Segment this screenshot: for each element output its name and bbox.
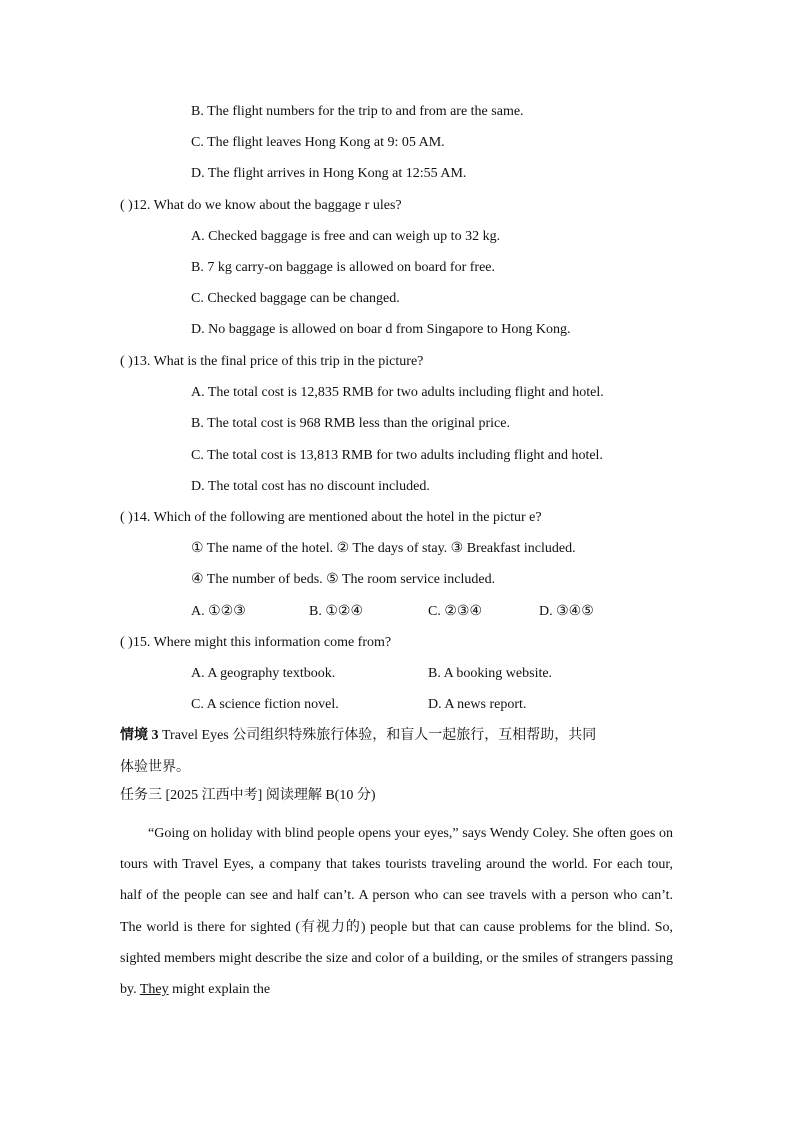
q14-stem: ( )14. Which of the following are mentioned about the hotel in the pictur e? (120, 510, 542, 525)
q11-option-b: B. The flight numbers for the trip to and from are the same. (191, 104, 524, 119)
q12-option-d: D. No baggage is allowed on boar d from Singapore to Hong Kong. (191, 322, 571, 337)
q13-option-c: C. The total cost is 13,813 RMB for two adults including flight and hotel. (191, 448, 603, 463)
q12-option-c: C. Checked baggage can be changed. (191, 291, 400, 306)
passage-text-1: “Going on holiday with blind people opens your eyes,” says Wendy Coley. She often goes on tours with Travel Eyes, a company that takes tourists traveling around the world. For each tour, half of the people can see and half can’t. A person who can see travels with a person who can’t. The world is there for sighted (有视力的) people but that can cause problems for the blind. So, sighted members might describe the size and color of a building, or the smiles of strangers passing by. (120, 826, 673, 998)
q15-option-c: C. A science fiction novel. (191, 697, 339, 712)
q11-option-c: C. The flight leaves Hong Kong at 9: 05 AM. (191, 135, 445, 150)
passage-underlined-word: They (139, 982, 169, 998)
q13-option-b: B. The total cost is 968 RMB less than the original price. (191, 416, 510, 431)
q11-option-d: D. The flight arrives in Hong Kong at 12:55 AM. (191, 166, 467, 181)
q12-option-b: B. 7 kg carry-on baggage is allowed on board for free. (191, 260, 496, 275)
passage-paragraph (120, 818, 673, 1005)
q13-stem: ( )13. What is the final price of this trip in the picture? (120, 354, 424, 369)
q12-stem: ( )12. What do we know about the baggage r ules? (120, 198, 402, 213)
q14-option-d: D. ③④⑤ (539, 604, 594, 619)
q14-items-row2: ④ The number of beds. ⑤ The room service included. (191, 572, 496, 587)
q14-items-row1: ① The name of the hotel. ② The days of stay. ③ Breakfast included. (191, 541, 576, 556)
scenario-text-1: Travel Eyes 公司组织特殊旅行体验，和盲人一起旅行，互相帮助，共同 (158, 728, 597, 743)
q13-option-d: D. The total cost has no discount included. (191, 479, 430, 494)
passage-text-2: might explain the (168, 982, 271, 998)
q13-option-a: A. The total cost is 12,835 RMB for two adults including flight and hotel. (191, 385, 604, 400)
q14-option-a: A. ①②③ (191, 604, 246, 619)
q15-option-a: A. A geography textbook. (191, 666, 336, 681)
reading-passage (120, 818, 673, 1005)
scenario-line-2: 体验世界。 (120, 760, 190, 775)
q15-option-b: B. A booking website. (428, 666, 553, 681)
scenario-line-1 (120, 726, 596, 746)
q14-option-b: B. ①②④ (309, 604, 363, 619)
scenario-label: 情境 3 (120, 728, 159, 743)
q15-stem: ( )15. Where might this information come from? (120, 635, 392, 650)
q14-option-c: C. ②③④ (428, 604, 482, 619)
task-heading: 任务三 [2025 江西中考] 阅读理解 B(10 分) (120, 788, 376, 803)
q15-option-d: D. A news report. (428, 697, 527, 712)
q12-option-a: A. Checked baggage is free and can weigh up to 32 kg. (191, 229, 501, 244)
